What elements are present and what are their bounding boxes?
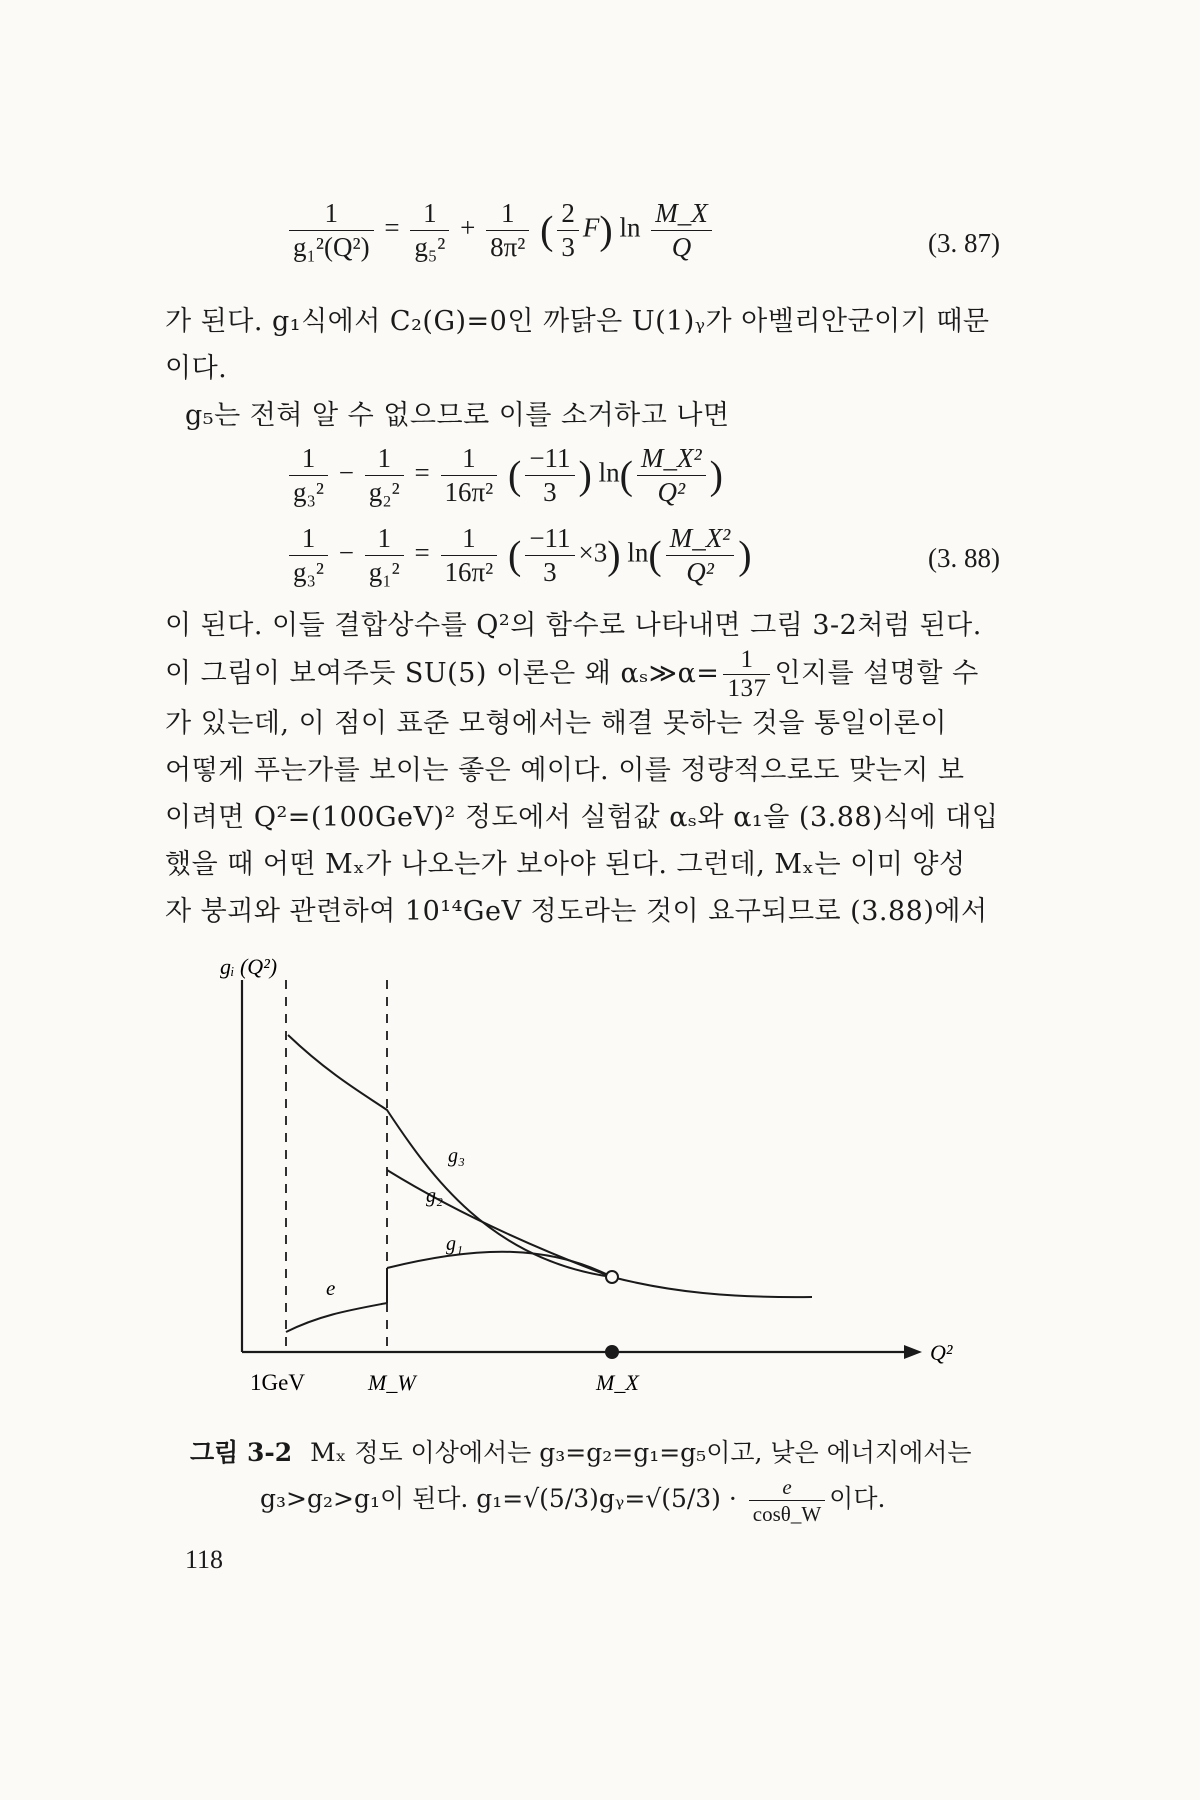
- text-line: 가 있는데, 이 점이 표준 모형에서는 해결 못하는 것을 통일이론이: [165, 708, 947, 739]
- equation-number: (3. 87): [928, 228, 1000, 258]
- fraction: $\frac{1}{\text{g₂²}}$: [365, 445, 404, 506]
- tick-label-mw: M_W: [368, 1370, 416, 1395]
- text-line: 가 된다. g₁식에서 C₂(G)=0인 까닭은 U(1)ᵧ가 아벨리안군이기 때문: [165, 306, 990, 337]
- fraction: $\frac{M\_X}{Q}$: [651, 200, 711, 261]
- fraction: $\frac{2}{3}$: [557, 200, 579, 261]
- label-g2: g₂: [426, 1185, 443, 1207]
- equation-3-88-line2: $\frac{1}{\text{g₃²}}$ − $\frac{1}{\text{g₁²}}$ = $\frac{1}{\text{16π²}}$ ( $\frac{-11}{3}$ ×3) ln( $\frac{\text{M\_X²}}{\text{Q²}}$ ): [285, 525, 752, 586]
- fraction: $\frac{1}{\text{g₃²}}$: [289, 445, 328, 506]
- text-line: 이다.: [165, 353, 228, 384]
- fraction: $\frac{1}{\text{g₁²}}$: [365, 525, 404, 586]
- equation-3-87: $\frac{1}{\text{g₁²(Q²)}}$ = $\frac{1}{\text{g₅²}}$ + $\frac{1}{\text{8π²}}$ ( $\frac{2}{3}$ F) ln $\frac{M\_X}{Q}$: [285, 200, 716, 261]
- label-g1: g₁: [446, 1233, 463, 1255]
- curve-e: [286, 1303, 387, 1332]
- y-axis-label: gᵢ (Q²): [220, 954, 278, 979]
- text-line: 이려면 Q²=(100GeV)² 정도에서 실험값 αₛ와 α₁을 (3.88)식에 대입: [165, 802, 999, 833]
- text-line: 이 된다. 이들 결합상수를 Q²의 함수로 나타내면 그림 3-2처럼 된다.: [165, 610, 982, 641]
- label-g3: g₃: [448, 1145, 465, 1167]
- caption-label: 그림 3-2: [190, 1438, 293, 1467]
- tick-label-1gev: 1GeV: [250, 1370, 305, 1395]
- fraction: $\frac{1}{\text{g₃²}}$: [289, 525, 328, 586]
- page-number: 118: [185, 1545, 224, 1574]
- fraction: $\frac{1}{\text{g₁²(Q²)}}$: [289, 200, 374, 261]
- text-line: 어떻게 푸는가를 보이는 좋은 예이다. 이를 정량적으로도 맞는지 보: [165, 755, 965, 786]
- text-line: g₅는 전혀 알 수 없으므로 이를 소거하고 나면: [185, 400, 730, 431]
- text-line: 자 붕괴와 관련하여 10¹⁴GeV 정도라는 것이 요구되므로 (3.88)에서: [165, 896, 988, 927]
- curve-tail: [612, 1277, 812, 1297]
- fraction: $\frac{-11}{3}$: [525, 525, 574, 586]
- caption-line: g₃>g₂>g₁이 된다. g₁=√(5/3)gᵧ=√(5/3) · $\frac{e}{\cos\theta\_W}$ 이다.: [260, 1475, 886, 1526]
- equation-3-88-line1: $\frac{1}{\text{g₃²}}$ − $\frac{1}{\text{g₂²}}$ = $\frac{1}{\text{16π²}}$ ( $\frac{-11}{3}$ ) ln( $\frac{\text{M\_X²}}{\text{Q²}}$ ): [285, 445, 723, 506]
- x-axis-arrow-icon: [904, 1345, 922, 1359]
- text-line: 이 그림이 보여주듯 SU(5) 이론은 왜 αₛ≫α= $\frac{1}{137}$ 인지를 설명할 수: [165, 646, 979, 702]
- tick-label-mx: M_X: [596, 1370, 639, 1395]
- mx-marker: [605, 1345, 619, 1359]
- text-line: 했을 때 어떤 Mₓ가 나오는가 보아야 된다. 그런데, Mₓ는 이미 양성: [165, 849, 966, 880]
- fraction: $\frac{1}{\text{8π²}}$: [486, 200, 529, 261]
- fraction: $\frac{-11}{3}$: [525, 445, 574, 506]
- caption-line: 그림 3-2 Mₓ 정도 이상에서는 g₃=g₂=g₁=g₅이고, 낮은 에너지에서는: [190, 1438, 972, 1467]
- fraction: $\frac{\text{M\_X²}}{\text{Q²}}$: [666, 525, 735, 586]
- coupling-running-figure: [200, 940, 1000, 1410]
- fraction: $\frac{1}{\text{g₅²}}$: [410, 200, 449, 261]
- label-e: e: [326, 1276, 336, 1300]
- paragraph: [165, 602, 1035, 935]
- x-axis-label: Q²: [930, 1340, 953, 1365]
- fraction: $\frac{\text{M\_X²}}{\text{Q²}}$: [637, 445, 706, 506]
- fraction: $\frac{e}{\cos\theta\_W}$: [749, 1477, 825, 1524]
- fraction: $\frac{1}{137}$: [723, 649, 770, 700]
- fraction: $\frac{1}{\text{16π²}}$: [441, 525, 498, 586]
- figure-caption: [190, 1430, 1050, 1524]
- fraction: $\frac{1}{\text{16π²}}$: [441, 445, 498, 506]
- paragraph: [165, 298, 1035, 439]
- unification-point: [606, 1271, 618, 1283]
- equation-number: (3. 88): [928, 543, 1000, 573]
